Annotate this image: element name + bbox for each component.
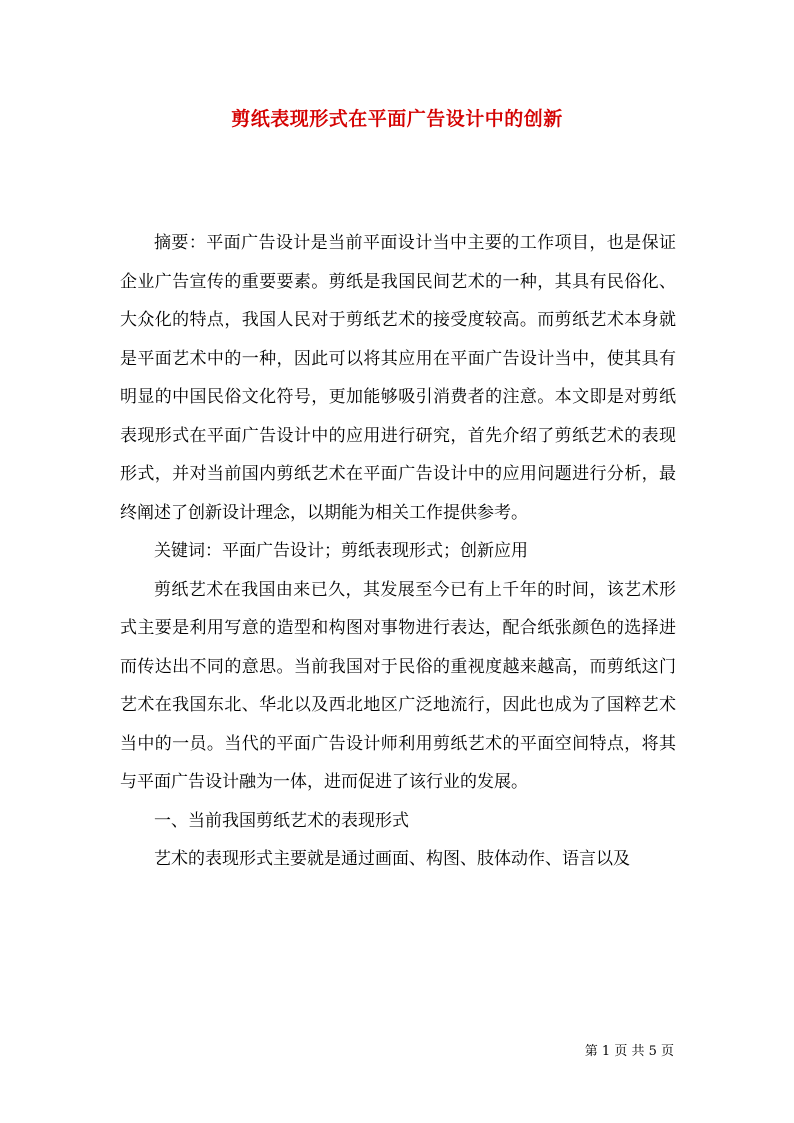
abstract-paragraph: 摘要：平面广告设计是当前平面设计当中主要的工作项目，也是保证企业广告宣传的重要要素。剪纸是我国民间艺术的一种，其具有民俗化、大众化的特点，我国人民对于剪纸艺术的接受度较高。而剪纸艺术本身就是平面艺术中的一种，因此可以将其应用在平面广告设计当中，使其具有明显的中国民俗文化符号，更加能够吸引消费者的注意。本文即是对剪纸表现形式在平面广告设计中的应用进行研究，首先介绍了剪纸艺术的表现形式，并对当前国内剪纸艺术在平面广告设计中的应用问题进行分析，最终阐述了创新设计理念，以期能为相关工作提供参考。 [120, 233, 676, 523]
section-paragraph: 艺术的表现形式主要就是通过画面、构图、肢体动作、语言以及 [154, 849, 630, 869]
section-heading: 一、当前我国剪纸艺术的表现形式 [154, 810, 409, 831]
document-body [120, 224, 676, 879]
keywords-paragraph: 关键词：平面广告设计；剪纸表现形式；创新应用 [154, 541, 528, 561]
page-number-footer: 第 1 页 共 5 页 [584, 1044, 674, 1059]
document-title: 剪纸表现形式在平面广告设计中的创新 [231, 108, 563, 130]
intro-paragraph: 剪纸艺术在我国由来已久，其发展至今已有上千年的时间，该艺术形式主要是利用写意的造型和构图对事物进行表达，配合纸张颜色的选择进而传达出不同的意思。当前我国对于民俗的重视度越来越高，而剪纸这门艺术在我国东北、华北以及西北地区广泛地流行，因此也成为了国粹艺术当中的一员。当代的平面广告设计师利用剪纸艺术的平面空间特点，将其与平面广告设计融为一体，进而促进了该行业的发展。 [120, 579, 676, 792]
